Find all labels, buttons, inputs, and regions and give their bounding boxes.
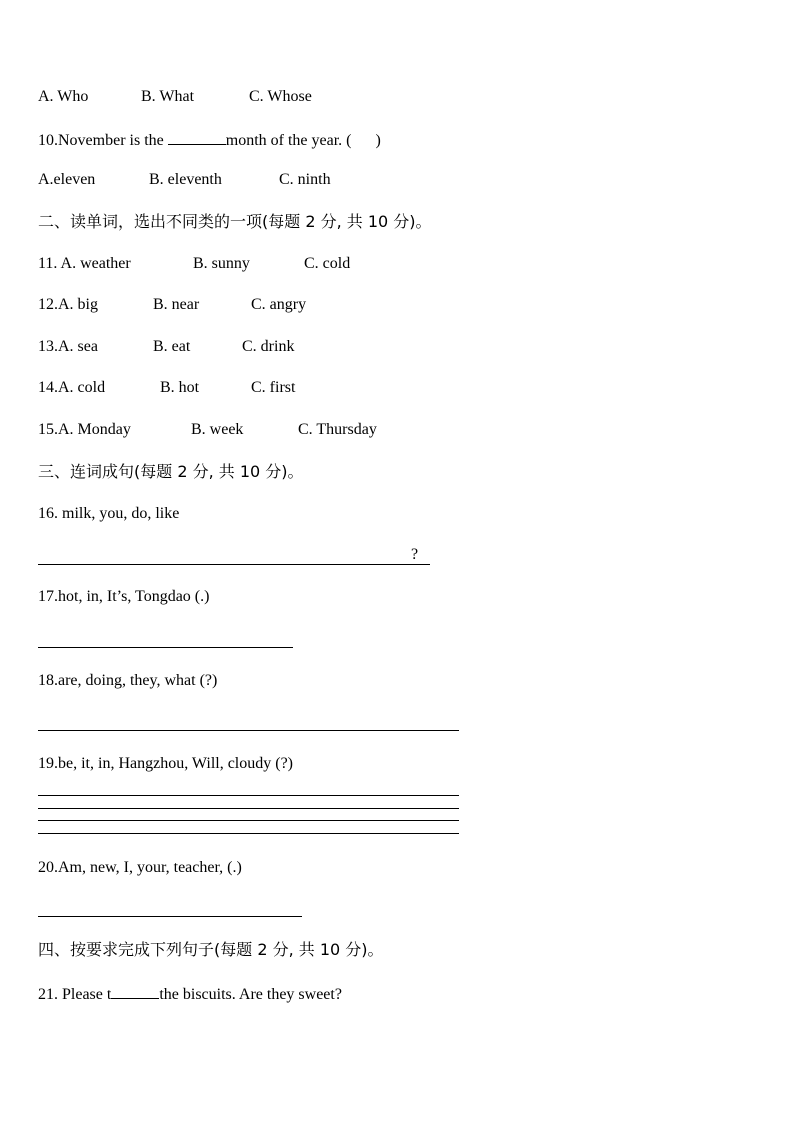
q15-option-b: B. week: [191, 421, 244, 438]
q20-answer-line[interactable]: [38, 916, 302, 917]
q16-prompt: 16. milk, you, do, like: [38, 505, 180, 522]
q21-text-before: 21. Please t: [38, 986, 112, 1003]
q9-option-c: C. Whose: [249, 88, 312, 105]
q21-question: [38, 984, 342, 1005]
q20-prompt: 20.Am, new, I, your, teacher, (.): [38, 859, 242, 876]
q11-option-a: 11. A. weather: [38, 255, 131, 272]
q10-text-after: month of the year. ( ): [225, 132, 381, 149]
q12-option-a: 12.A. big: [38, 296, 98, 313]
q18-prompt: 18.are, doing, they, what (?): [38, 672, 218, 689]
q13-option-c: C. drink: [242, 338, 295, 355]
q9-option-a: A. Who: [38, 88, 89, 105]
q14-option-a: 14.A. cold: [38, 379, 106, 396]
q15-option-c: C. Thursday: [298, 421, 377, 438]
q12-option-c: C. angry: [251, 296, 307, 313]
section2-title: 二、读单词，选出不同类的一项(每题 2 分, 共 10 分)。: [38, 212, 432, 231]
q14-option-b: B. hot: [160, 379, 200, 396]
q10-text-before: 10.November is the: [38, 132, 168, 149]
q12-option-b: B. near: [153, 296, 200, 313]
q19-answer-line-2[interactable]: [38, 808, 459, 809]
q10-question: [38, 130, 381, 151]
q9-option-b: B. What: [141, 88, 195, 105]
q11-option-c: C. cold: [304, 255, 351, 272]
q14-option-c: C. first: [251, 379, 296, 396]
q18-answer-line[interactable]: [38, 730, 459, 731]
q10-answer-blank[interactable]: [168, 130, 226, 145]
q13-option-a: 13.A. sea: [38, 338, 98, 355]
q10-option-c: C. ninth: [279, 171, 331, 188]
q19-answer-line-4[interactable]: [38, 833, 459, 834]
q10-option-b: B. eleventh: [149, 171, 222, 188]
q21-answer-blank[interactable]: [111, 984, 159, 999]
q19-answer-line-1[interactable]: [38, 795, 459, 796]
q21-text-after: the biscuits. Are they sweet?: [159, 986, 342, 1003]
q17-prompt: 17.hot, in, It’s, Tongdao (.): [38, 588, 210, 605]
section4-title: 四、按要求完成下列句子(每题 2 分, 共 10 分)。: [38, 940, 384, 959]
q16-question-mark: ?: [411, 546, 419, 563]
section3-title: 三、连词成句(每题 2 分, 共 10 分)。: [38, 462, 304, 481]
q10-option-a: A.eleven: [38, 171, 96, 188]
q13-option-b: B. eat: [153, 338, 191, 355]
q16-answer-line[interactable]: [38, 564, 430, 565]
q11-option-b: B. sunny: [193, 255, 250, 272]
q19-answer-line-3[interactable]: [38, 820, 459, 821]
q15-option-a: 15.A. Monday: [38, 421, 131, 438]
q19-prompt: 19.be, it, in, Hangzhou, Will, cloudy (?): [38, 755, 294, 772]
q17-answer-line[interactable]: [38, 647, 293, 648]
